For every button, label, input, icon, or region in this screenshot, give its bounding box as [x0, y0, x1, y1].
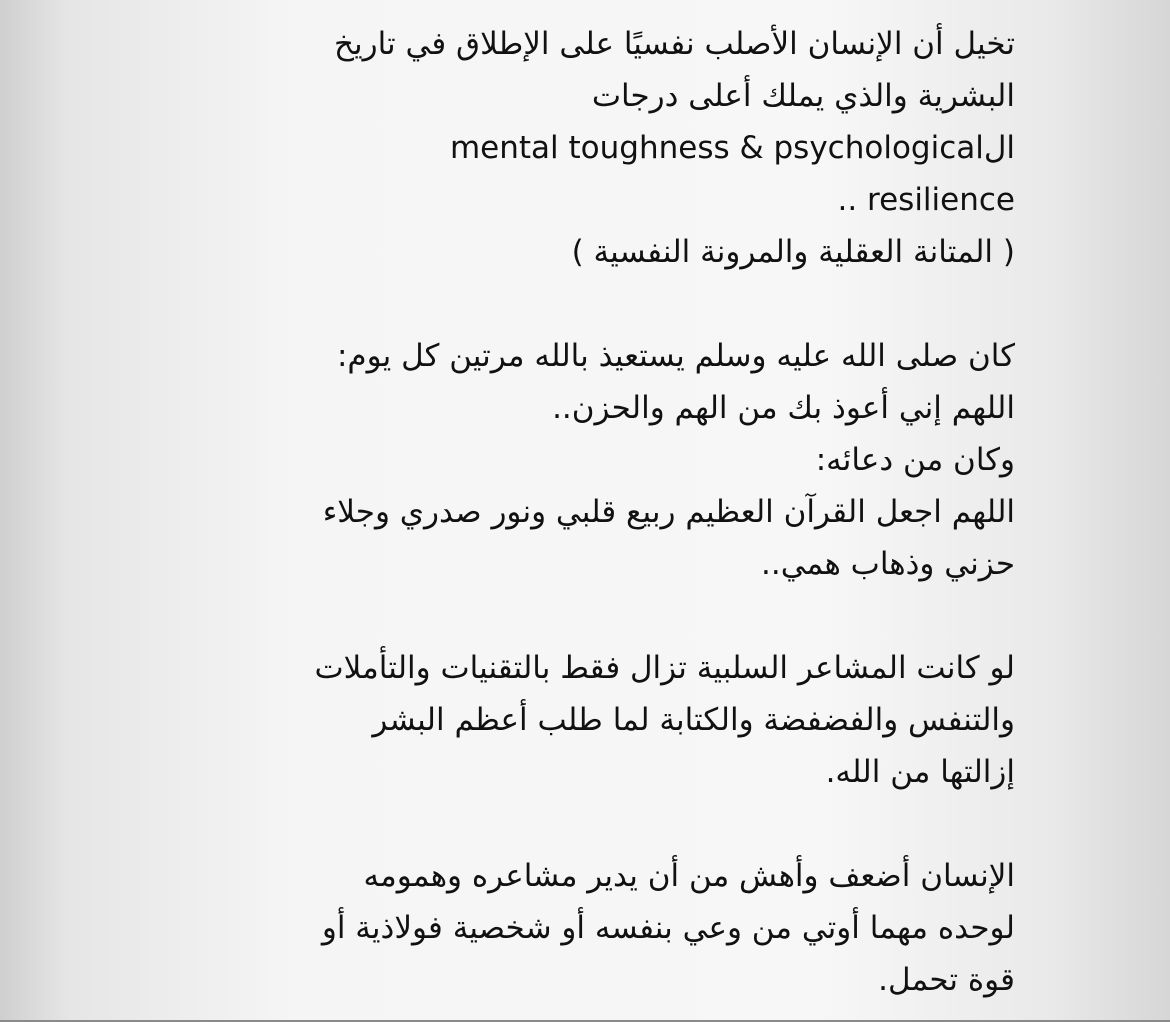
text-line: لوحده مهما أوتي من وعي بنفسه أو شخصية فولاذية أو [321, 910, 1015, 946]
text-line: الإنسان أضعف وأهش من أن يدير مشاعره وهمومه [363, 858, 1015, 894]
text-line: والتنفس والفضفضة والكتابة لما طلب أعظم البشر [372, 702, 1015, 738]
text-line: قوة تحمل. [878, 962, 1015, 998]
paragraph-2 [155, 330, 1015, 590]
paragraph-3 [155, 642, 1015, 798]
text-line: لو كانت المشاعر السلبية تزال فقط بالتقنيات والتأملات [314, 650, 1015, 686]
text-line: حزني وذهاب همي.. [760, 546, 1015, 582]
paragraph-4 [155, 850, 1015, 1006]
text-line: وكان من دعائه: [815, 442, 1015, 478]
text-line: إزالتها من الله. [825, 754, 1015, 790]
text-line: كان صلى الله عليه وسلم يستعيذ بالله مرتين كل يوم: [336, 338, 1015, 374]
text-line: البشرية والذي يملك أعلى درجات [591, 78, 1015, 114]
text-line: ( المتانة العقلية والمرونة النفسية ) [571, 234, 1015, 270]
text-line: الmental toughness & psychological [449, 130, 1015, 166]
text-line: resilience .. [837, 182, 1015, 218]
text-line: اللهم إني أعوذ بك من الهم والحزن.. [552, 390, 1015, 426]
note-text-body [155, 18, 1015, 1006]
text-line: تخيل أن الإنسان الأصلب نفسيًا على الإطلاق في تاريخ [333, 26, 1015, 62]
paragraph-1 [155, 18, 1015, 278]
text-line: اللهم اجعل القرآن العظيم ربيع قلبي ونور صدري وجلاء [322, 494, 1015, 530]
